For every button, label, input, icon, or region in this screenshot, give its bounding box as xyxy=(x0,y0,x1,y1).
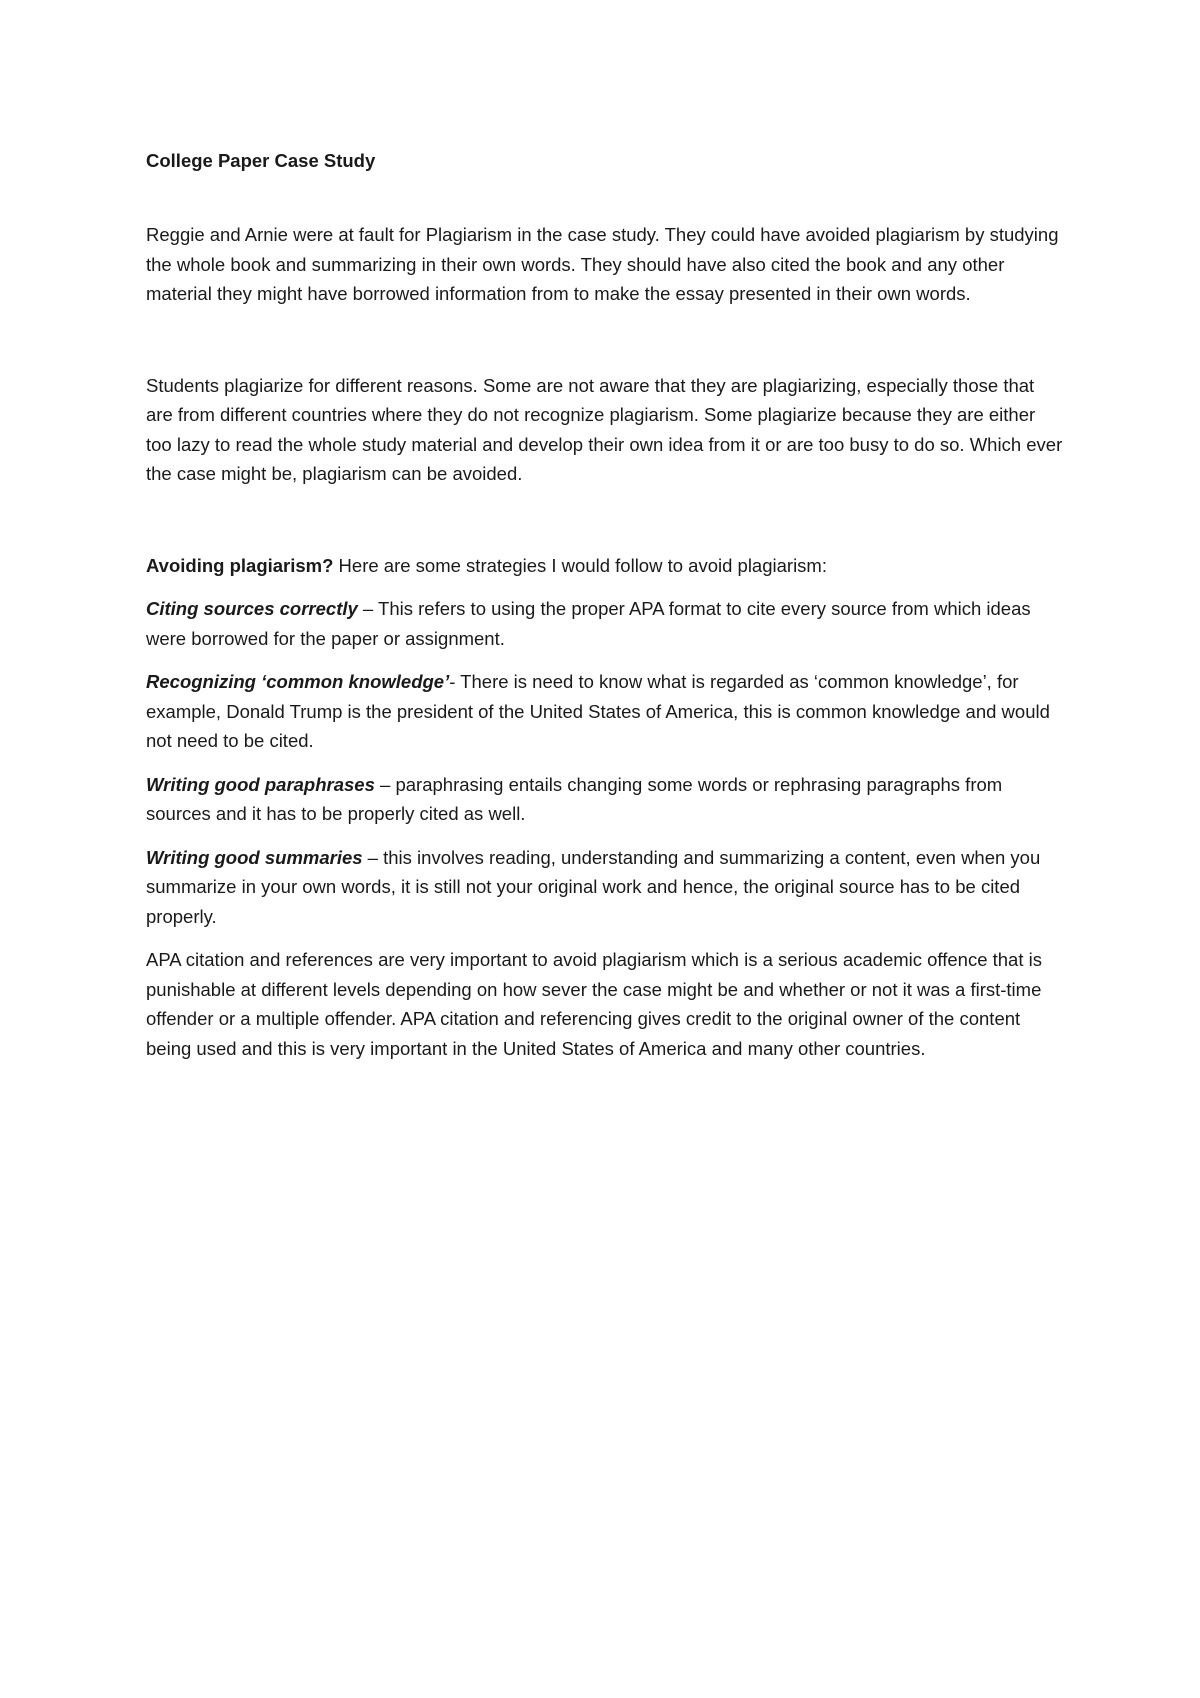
paragraph-conclusion: APA citation and references are very important to avoid plagiarism which is a serious academic offence that is punishable at different levels depending on how sever the case might be and whether or not it was a first-time offender or a multiple offender. APA citation and referencing gives credit to the original owner of the content being used and this is very important in the United States of America and many other countries. xyxy=(146,949,1042,1059)
strategy-text: – paraphrasing entails changing some words or rephrasing paragraphs from sources and it has to be properly cited as well. xyxy=(146,773,1003,824)
strategy-term: Recognizing ‘common knowledge’ xyxy=(146,671,450,692)
document-page xyxy=(146,140,1066,1063)
strategy-summaries xyxy=(146,843,1066,932)
strategy-paraphrases xyxy=(146,770,1066,829)
strategy-citing xyxy=(146,594,1066,653)
strategy-common-knowledge xyxy=(146,667,1066,756)
strategy-text: – This refers to using the proper APA format to cite every source from which ideas were borrowed for the paper or assignment. xyxy=(146,598,1031,649)
strategies-intro-text: Here are some strategies I would follow to avoid plagiarism: xyxy=(333,554,827,576)
strategies-intro-bold: Avoiding plagiarism? xyxy=(146,554,334,576)
strategy-term: Writing good paraphrases xyxy=(146,773,375,795)
strategy-term: Citing sources correctly xyxy=(146,598,358,619)
strategies-intro xyxy=(146,551,1066,581)
document-title: College Paper Case Study xyxy=(146,150,376,171)
strategy-text: – this involves reading, understanding and summarizing a content, even when you summarize in your own words, it is still not your original work and hence, the original source has to be cited properly. xyxy=(146,846,1041,927)
strategy-text: - There is need to know what is regarded as ‘common knowledge’, for example, Donald Trump is the president of the United States of America, this is common knowledge and would not need to be cited. xyxy=(146,671,1050,751)
strategy-term: Writing good summaries xyxy=(146,846,363,868)
paragraph-fault: Reggie and Arnie were at fault for Plagiarism in the case study. They could have avoided plagiarism by studying the whole book and summarizing in their own words. They should have also cited the book and any other material they might have borrowed information from to make the essay presented in their own words. xyxy=(146,224,1059,304)
paragraph-reasons: Students plagiarize for different reasons. Some are not aware that they are plagiarizing, especially those that are from different countries where they do not recognize plagiarism. Some plagiarize because they are either too lazy to read the whole study material and develop their own idea from it or are too busy to do so. Which ever the case might be, plagiarism can be avoided. xyxy=(146,374,1063,484)
